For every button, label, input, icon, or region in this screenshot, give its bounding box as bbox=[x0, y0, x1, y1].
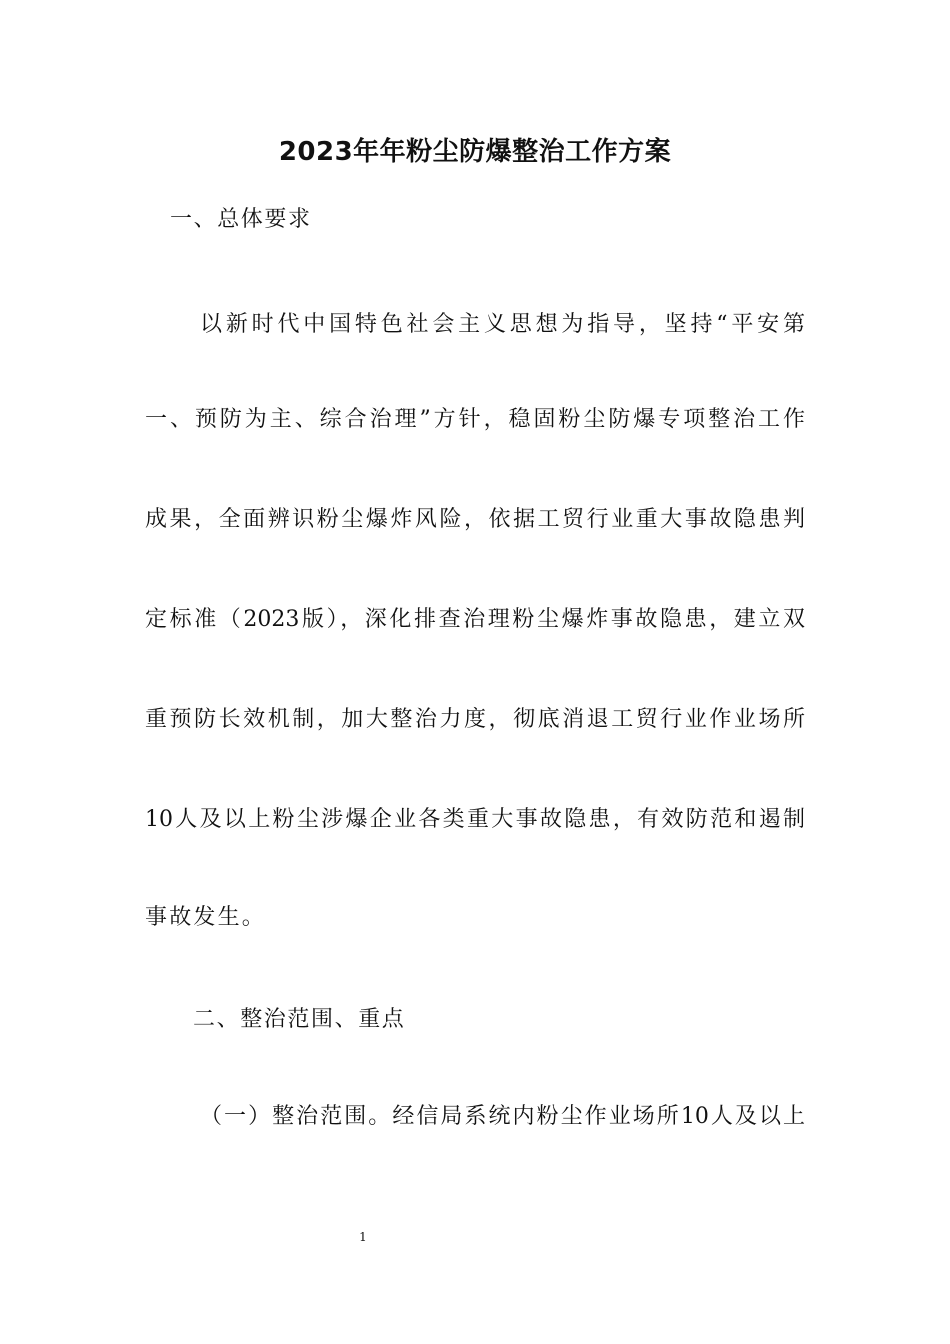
section-heading-scope-focus: 二、整治范围、重点 bbox=[193, 1007, 406, 1032]
paragraph-line: 以新时代中国特色社会主义思想为指导，坚持“平安第 bbox=[200, 312, 805, 337]
paragraph-line: 成果，全面辨识粉尘爆炸风险，依据工贸行业重大事故隐患判 bbox=[145, 507, 805, 532]
paragraph-line: 事故发生。 bbox=[145, 905, 267, 930]
paragraph-line: 定标准（2023版），深化排查治理粉尘爆炸事故隐患，建立双 bbox=[145, 607, 805, 632]
paragraph-line: 重预防长效机制，加大整治力度，彻底消退工贸行业作业场所 bbox=[145, 707, 805, 732]
paragraph-line: 一、预防为主、综合治理”方针，稳固粉尘防爆专项整治工作 bbox=[145, 407, 805, 432]
page-number: 1 bbox=[359, 1230, 367, 1244]
document-title: 2023年年粉尘防爆整治工作方案 bbox=[278, 137, 672, 167]
section-heading-general-requirements: 一、总体要求 bbox=[170, 207, 312, 232]
paragraph-line: 10人及以上粉尘涉爆企业各类重大事故隐患，有效防范和遏制 bbox=[145, 807, 805, 832]
paragraph-line: （一）整治范围。经信局系统内粉尘作业场所10人及以上 bbox=[200, 1104, 805, 1129]
